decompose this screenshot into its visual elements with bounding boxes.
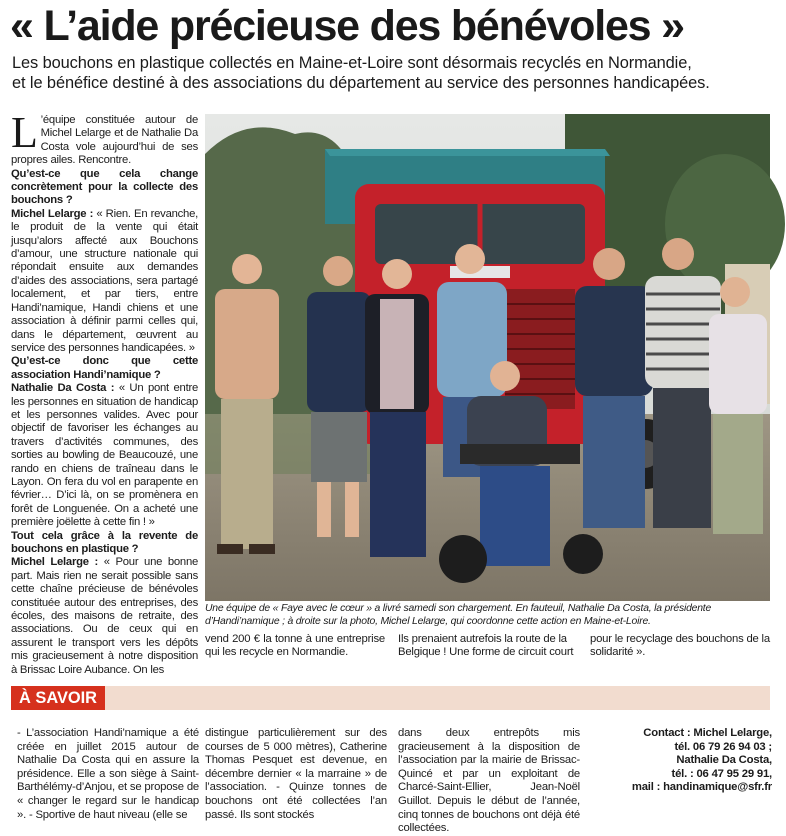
question-2: Qu’est-ce donc que cette association Handi’namique ?	[11, 355, 198, 381]
savoir-tab: À SAVOIR	[11, 686, 105, 710]
savoir-column-2: distingue particulièrement sur des courses de 5 000 mètres), Catherine Thomas Pesquet est devenue, en décembre dernier « la marraine » de l’association. - Quinze tonnes de bouchons ont été collectées l’an passé. Ils sont stockés	[205, 727, 387, 821]
speaker-nathalie: Nathalie Da Costa :	[11, 382, 115, 395]
contact-line-2: tél. 06 79 26 94 03 ;	[674, 740, 772, 753]
speaker-michel: Michel Lelarge :	[11, 207, 94, 220]
photo-caption: Une équipe de « Faye avec le cœur » a livré samedi son chargement. En fauteuil, Nathalie Da Costa, la présidente d’Handi’namique ; à droite sur la photo, Michel Lelarge, qui coordonne cette action en Maine-et-Loire.	[205, 603, 712, 627]
photo	[205, 114, 770, 601]
contact-line-5: mail : handinamique@sfr.fr	[631, 781, 772, 794]
standfirst-line-2: et le bénéfice destiné à des associations du département au service des personnes handicapées.	[12, 74, 710, 92]
standfirst	[12, 53, 782, 93]
article-column-3-end: Ils prenaient autrefois la route de la Belgique ! Une forme de circuit court	[398, 633, 574, 659]
answer-3	[11, 556, 198, 677]
photo-illustration	[205, 114, 770, 601]
savoir-contact	[590, 727, 772, 795]
answer-3-text: « Pour une bonne part. Mais rien ne serait possible sans cette chaîne précieuse de bénévoles constituée autour des entreprises, des écoles, des maisons de retraite, des associations. Ou de ceux qui en assurent le transport vers les dépôts mis gracieusement à notre disposition à Brissac Loire Aubance. On les	[11, 556, 199, 676]
intro-paragraph: ’équipe constituée autour de Michel Lelarge et de Nathalie Da Costa vole aujourd’hui de ses propres ailes. Rencontre.	[11, 114, 198, 167]
speaker-michel-2: Michel Lelarge :	[11, 556, 99, 569]
contact-line-1: Contact : Michel Lelarge,	[643, 727, 772, 739]
person-3	[365, 259, 429, 557]
answer-2	[11, 382, 198, 529]
answer-2-text: « Un pont entre les personnes en situation de handicap et les personnes valides. Avec pour objectif de favoriser les échanges au travers d’activités communes, des sorties au bowling de Beaucouzé, une rando en chiens de traîneau dans le Layon. On fera du vol en parapente en février… D’ici là, on se promènera en forêt de Longuenée. On a acheté une première joëlette à cette fin ! »	[11, 382, 198, 529]
standfirst-line-1: Les bouchons en plastique collectés en Maine-et-Loire sont désormais recyclés en Normandie,	[12, 54, 692, 72]
article-column-1	[11, 108, 199, 676]
headline: « L’aide précieuse des bénévoles »	[10, 2, 684, 50]
dropcap: L	[11, 108, 38, 157]
savoir-column-1: - L’association Handi’namique a été créée en juillet 2015 autour de Nathalie Da Costa qui en assure la présidence. Elle a son siège à Saint-Barthélémy-d’Anjou, et se propose de « changer le regard sur le handicap ». - Sportive de haut niveau (elle se	[17, 727, 199, 821]
person-1	[215, 254, 279, 554]
question-3: Tout cela grâce à la revente de bouchons en plastique ?	[11, 529, 198, 555]
contact-line-3: Nathalie Da Costa,	[676, 754, 772, 767]
question-1: Qu’est-ce que cela change concrètement pour la collecte des bouchons ?	[11, 167, 198, 207]
contact-line-4: tél. : 06 47 95 29 91,	[671, 767, 772, 780]
article-column-2-end: vend 200 € la tonne à une entreprise qui les recycle en Normandie.	[205, 633, 385, 659]
answer-1	[11, 208, 198, 355]
savoir-column-3: dans deux entrepôts mis gracieusement à la disposition de l’association par la mairie de Brissac-Quincé et par un exploitant de Charcé-Saint-Ellier, Jean-Noël Guillot. Depuis le début de l’année, cinq tonnes de bouchons ont déjà été collectées.	[398, 727, 580, 835]
answer-1-text: « Rien. En revanche, le produit de la vente qui était jusqu’alors affecté aux Bouchons d’amour, une structure nationale qui répondait ensuite aux demandes d’aides des associations, sera partagé localement, et par tiers, entre Handi’namique, Handi chiens et une association à définir parmi celles qui, dans le département, œuvrent au service des personnes handicapées. »	[11, 207, 198, 354]
person-7	[709, 277, 767, 534]
savoir-band	[11, 686, 770, 710]
article-column-4-end: pour le recyclage des bouchons de la solidarité ».	[590, 633, 770, 659]
person-5	[575, 248, 653, 528]
